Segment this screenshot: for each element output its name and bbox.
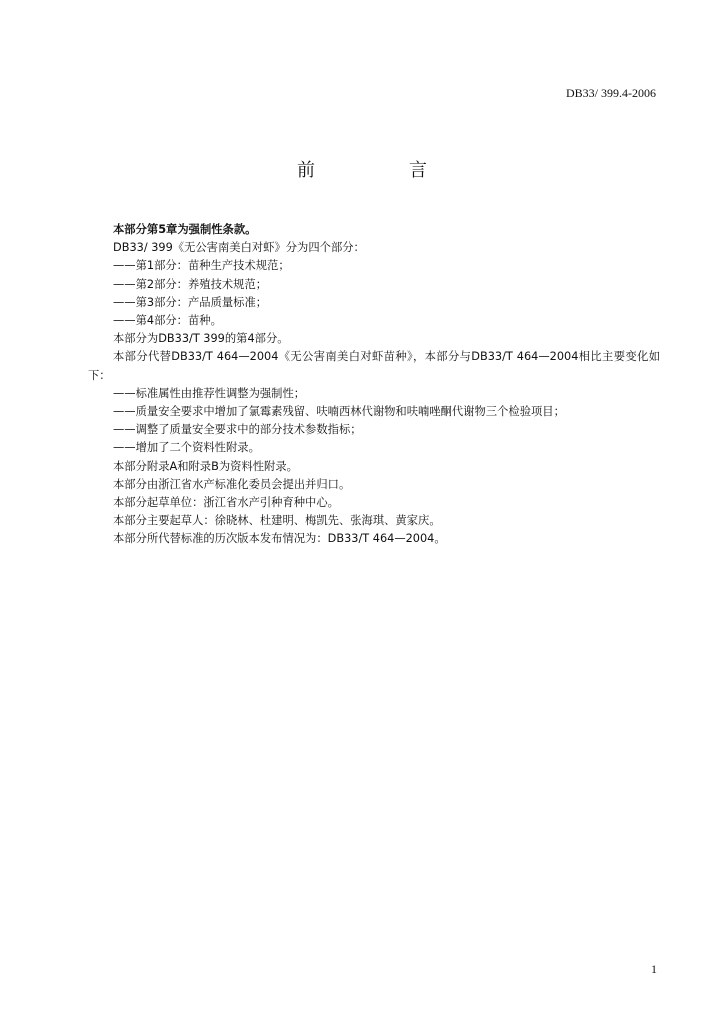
page-title: 前 言 bbox=[297, 160, 465, 181]
part-item-3: ——第3部分：产品质量标准； bbox=[113, 295, 268, 309]
part-item-1: ——第1部分：苗种生产技术规范； bbox=[113, 259, 290, 273]
change-item-4: ——增加了二个资料性附录。 bbox=[113, 441, 260, 455]
mandatory-clause-note: 本部分第5章为强制性条款。 bbox=[113, 223, 257, 236]
replacement-statement: 本部分代替DB33/T 464—2004《无公害南美白对虾苗种》，本部分与DB33/T 464—2004相比主要变化如下： bbox=[88, 350, 660, 382]
document-code: DB33/ 399.4-2006 bbox=[566, 86, 656, 100]
change-item-3: ——调整了质量安全要求中的部分技术参数指标； bbox=[113, 423, 362, 437]
foreword-body bbox=[88, 221, 660, 549]
change-item-2: ——质量安全要求中增加了氯霉素残留、呋喃西林代谢物和呋喃唑酮代谢物三个检验项目； bbox=[113, 405, 565, 419]
drafters-statement: 本部分主要起草人：徐晓林、杜建明、梅凯先、张海琪、黄家庆。 bbox=[113, 514, 441, 528]
proposer-statement: 本部分由浙江省水产标准化委员会提出并归口。 bbox=[113, 477, 351, 491]
parts-intro: DB33/ 399《无公害南美白对虾》分为四个部分： bbox=[113, 241, 365, 255]
drafting-unit-statement: 本部分起草单位：浙江省水产引种育种中心。 bbox=[113, 496, 339, 510]
this-part-statement: 本部分为DB33/T 399的第4部分。 bbox=[113, 332, 289, 346]
part-item-4: ——第4部分：苗种。 bbox=[113, 314, 222, 328]
part-item-2: ——第2部分：养殖技术规范； bbox=[113, 277, 268, 291]
annex-statement: 本部分附录A和附录B为资料性附录。 bbox=[113, 459, 298, 473]
change-item-1: ——标准属性由推荐性调整为强制性； bbox=[113, 386, 306, 400]
previous-editions-statement: 本部分所代替标准的历次版本发布情况为：DB33/T 464—2004。 bbox=[113, 532, 446, 546]
page-number: 1 bbox=[651, 962, 657, 976]
